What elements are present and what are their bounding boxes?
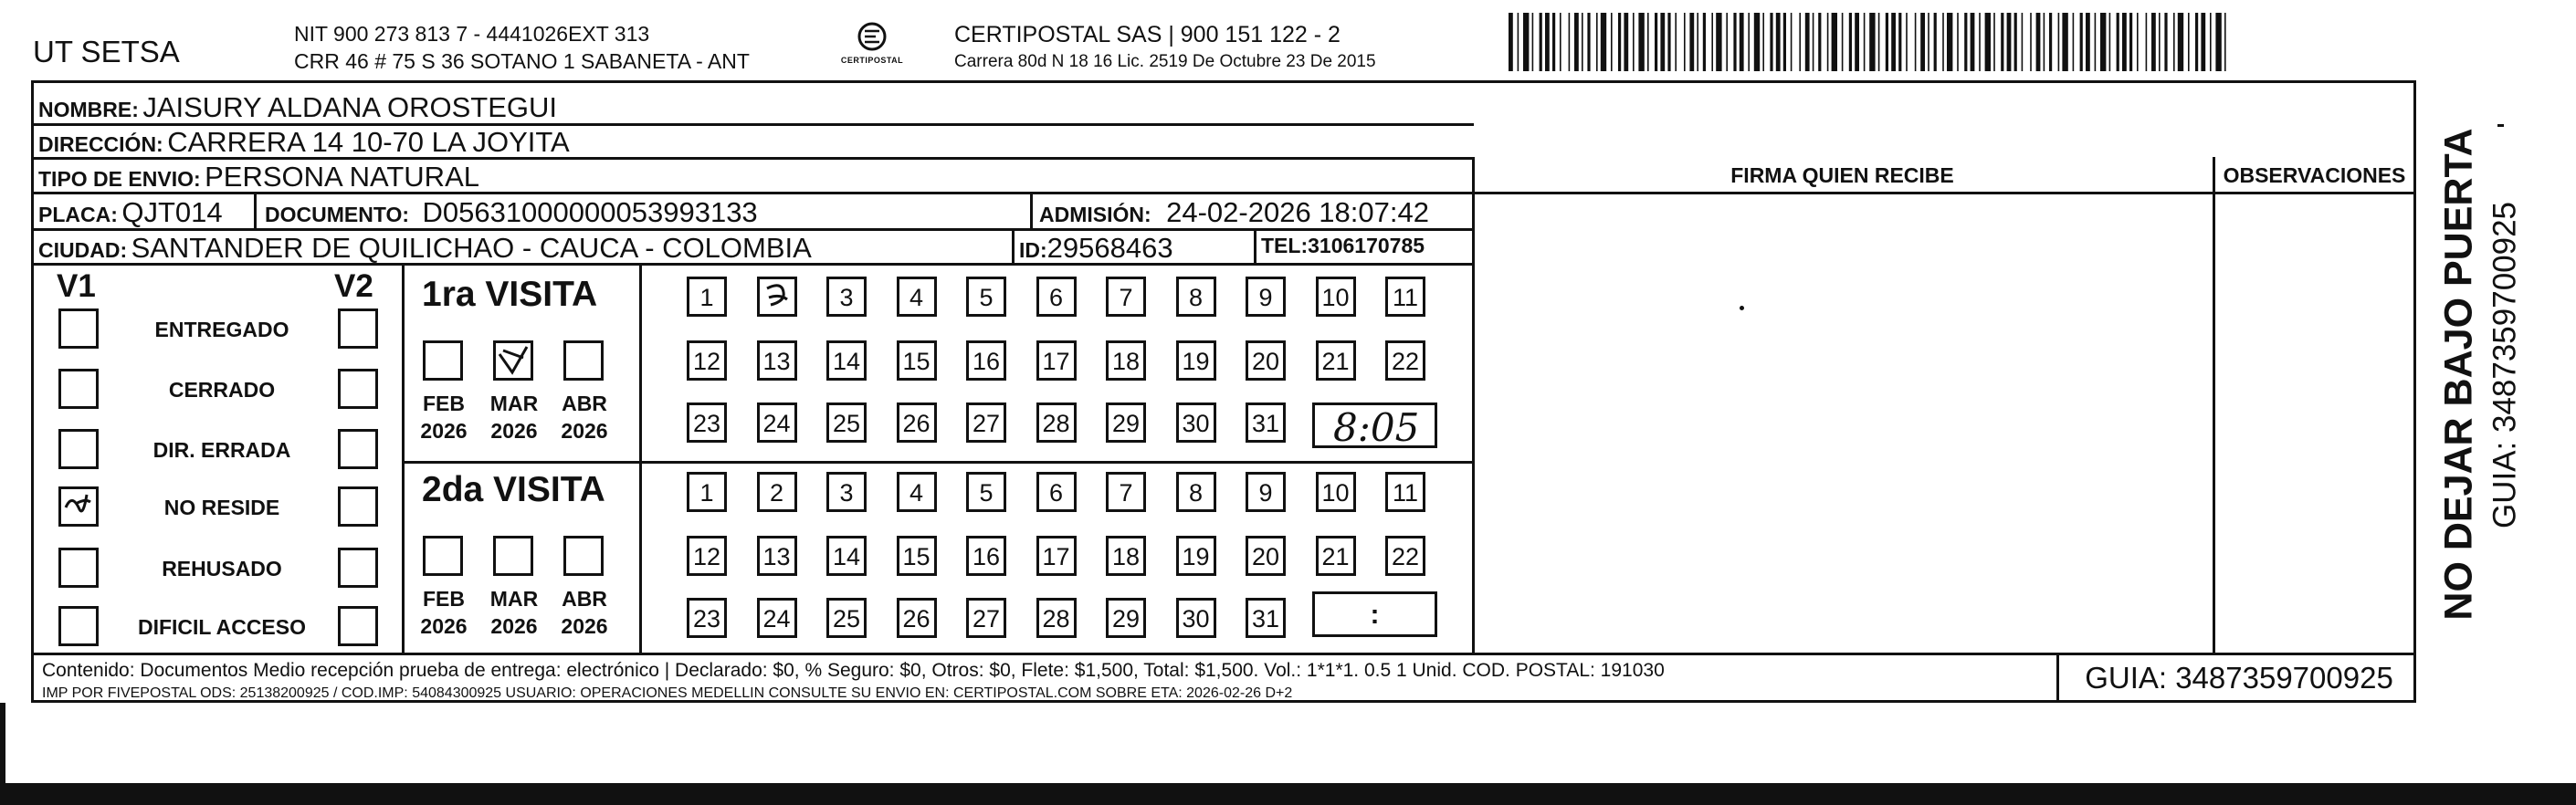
day-box[interactable]: 17 [1036, 536, 1077, 576]
day-box[interactable]: 19 [1176, 340, 1216, 381]
day-box[interactable]: 28 [1036, 402, 1077, 443]
day-box[interactable]: 20 [1246, 536, 1286, 576]
day-box[interactable]: 13 [757, 340, 797, 381]
day-box[interactable]: 24 [757, 598, 797, 638]
month-checkbox[interactable] [563, 340, 604, 381]
documento-label: DOCUMENTO: [265, 203, 410, 226]
month-year-label: 2026 [490, 419, 538, 443]
day-box[interactable]: 15 [897, 340, 937, 381]
v2-checkbox[interactable] [338, 369, 378, 409]
nit-line-2: CRR 46 # 75 S 36 SOTANO 1 SABANETA - ANT [294, 49, 750, 73]
day-box[interactable]: 16 [966, 340, 1006, 381]
month-year-label: 2026 [490, 614, 538, 638]
day-box[interactable]: 16 [966, 536, 1006, 576]
day-box[interactable]: 15 [897, 536, 937, 576]
tel-label: TEL: [1261, 234, 1309, 257]
tipo-envio-label: TIPO DE ENVIO: [38, 167, 201, 191]
day-box[interactable]: 7 [1106, 277, 1146, 317]
v2-checkbox[interactable] [338, 308, 378, 349]
month-label: FEB [423, 587, 465, 611]
second-visit-title: 2da VISITA [422, 470, 605, 509]
day-box[interactable]: 7 [1106, 472, 1146, 512]
placa-label: PLACA: [38, 203, 118, 226]
corner-dash [2497, 124, 2504, 127]
day-box[interactable]: 24 [757, 402, 797, 443]
day-box[interactable]: 25 [826, 598, 867, 638]
month-checkbox[interactable] [563, 536, 604, 576]
day-box[interactable]: 10 [1316, 472, 1356, 512]
placa-value: QJT014 [121, 196, 223, 228]
day-box[interactable]: 4 [897, 277, 937, 317]
v1-header: V1 [57, 268, 96, 304]
month-label: ABR [562, 392, 607, 415]
day-box[interactable]: 6 [1036, 277, 1077, 317]
day-box[interactable]: 9 [1246, 472, 1286, 512]
bottom-edge-band [0, 783, 2576, 805]
day-box[interactable]: 29 [1106, 598, 1146, 638]
day-box[interactable]: 12 [687, 340, 727, 381]
day-box[interactable]: 2 [757, 472, 797, 512]
day-box[interactable]: 17 [1036, 340, 1077, 381]
day-box[interactable]: 26 [897, 402, 937, 443]
day-box[interactable]: 14 [826, 536, 867, 576]
observaciones-column-header: OBSERVACIONES [2223, 163, 2406, 187]
first-visit-time-box[interactable] [1312, 402, 1437, 448]
handwritten-check-icon [496, 343, 531, 378]
certipostal-line-2: Carrera 80d N 18 16 Lic. 2519 De Octubre 23 De 2015 [954, 52, 1376, 71]
ciudad-label: CIUDAD: [38, 238, 128, 262]
day-box[interactable] [757, 277, 797, 317]
ciudad-value: SANTANDER DE QUILICHAO - CAUCA - COLOMBIA [131, 232, 812, 264]
day-box[interactable]: 26 [897, 598, 937, 638]
logo-text: CERTIPOSTAL [840, 56, 904, 65]
status-option-label: NO RESIDE [163, 496, 280, 519]
admision-value: 24-02-2026 18:07:42 [1166, 196, 1429, 228]
second-visit-time-box[interactable] [1312, 591, 1437, 637]
day-box[interactable]: 19 [1176, 536, 1216, 576]
nombre-label: NOMBRE: [38, 98, 139, 121]
status-option-label: ENTREGADO [154, 318, 289, 341]
month-checkbox[interactable] [493, 340, 533, 381]
firma-column-header: FIRMA QUIEN RECIBE [1730, 163, 1954, 187]
day-box[interactable]: 8 [1176, 472, 1216, 512]
status-option-label: DIR. ERRADA [152, 438, 291, 462]
month-checkbox[interactable] [423, 340, 463, 381]
status-option-label: CERRADO [168, 378, 276, 402]
month-checkbox[interactable] [423, 536, 463, 576]
day-box[interactable]: 1 [687, 277, 727, 317]
status-option-label: REHUSADO [162, 557, 282, 580]
month-label: MAR [489, 587, 539, 611]
v1-checkbox[interactable] [58, 606, 99, 646]
month-label: MAR [489, 392, 539, 415]
day-box[interactable]: 8 [1176, 277, 1216, 317]
v2-checkbox[interactable] [338, 429, 378, 469]
v1-checkbox[interactable] [58, 429, 99, 469]
month-year-label: 2026 [561, 614, 608, 638]
day-box[interactable]: 20 [1246, 340, 1286, 381]
day-box[interactable]: 13 [757, 536, 797, 576]
company-name: UT SETSA [33, 35, 180, 68]
day-box[interactable]: 10 [1316, 277, 1356, 317]
nit-line-1: NIT 900 273 813 7 - 4441026EXT 313 [294, 22, 650, 46]
day-box[interactable]: 27 [966, 402, 1006, 443]
second-visit-time-placeholder: : [1370, 600, 1380, 630]
side-warning: NO DEJAR BAJO PUERTA [2436, 128, 2481, 621]
tel-value: 3106170785 [1308, 234, 1425, 257]
v1-checkbox[interactable] [58, 308, 99, 349]
id-value: 29568463 [1046, 232, 1173, 264]
day-box[interactable]: 11 [1385, 277, 1425, 317]
month-year-label: 2026 [420, 614, 468, 638]
day-box[interactable]: 11 [1385, 472, 1425, 512]
day-box[interactable]: 4 [897, 472, 937, 512]
day-box[interactable]: 3 [826, 472, 867, 512]
tipo-envio-value: PERSONA NATURAL [205, 161, 479, 193]
handwritten-check-icon [61, 489, 96, 524]
day-box[interactable]: 3 [826, 277, 867, 317]
v1-checkbox[interactable] [58, 548, 99, 588]
status-option-label: DIFICIL ACCESO [137, 615, 306, 639]
certipostal-logo [826, 20, 918, 71]
v2-checkbox[interactable] [338, 606, 378, 646]
day-box[interactable]: 21 [1316, 536, 1356, 576]
id-label: ID: [1019, 238, 1047, 262]
direccion-label: DIRECCIÓN: [38, 132, 163, 156]
documento-value: D05631000000053993133 [422, 196, 758, 228]
barcode [1509, 9, 2239, 75]
day-box[interactable]: 31 [1246, 598, 1286, 638]
v1-checkbox[interactable] [58, 369, 99, 409]
day-box[interactable]: 14 [826, 340, 867, 381]
month-label: FEB [423, 392, 465, 415]
day-box[interactable]: 23 [687, 402, 727, 443]
v2-header: V2 [334, 268, 373, 304]
admision-label: ADMISIÓN: [1039, 203, 1151, 226]
day-box[interactable]: 22 [1385, 340, 1425, 381]
day-box[interactable]: 12 [687, 536, 727, 576]
month-label: ABR [562, 587, 607, 611]
day-box[interactable]: 18 [1106, 340, 1146, 381]
first-visit-title: 1ra VISITA [422, 275, 598, 314]
contenido-text: Contenido: Documentos Medio recepción prueba de entrega: electrónico | Declarado: $0, % Seguro: $0, Otros: $0, Flete: $1,500, Total: $1,500. Vol.: 1*1*1. 0.5 1 Unid. COD. POSTAL: 191030 [42, 660, 1665, 681]
direccion-value: CARRERA 14 10-70 LA JOYITA [167, 126, 570, 158]
signature-mark [1740, 306, 1744, 310]
day-box[interactable]: 29 [1106, 402, 1146, 443]
left-edge-band [0, 703, 5, 785]
day-box[interactable]: 9 [1246, 277, 1286, 317]
day-box[interactable]: 18 [1106, 536, 1146, 576]
day-box[interactable]: 28 [1036, 598, 1077, 638]
month-checkbox[interactable] [493, 536, 533, 576]
day-box[interactable]: 21 [1316, 340, 1356, 381]
day-box[interactable]: 31 [1246, 402, 1286, 443]
day-box[interactable]: 22 [1385, 536, 1425, 576]
day-box[interactable]: 6 [1036, 472, 1077, 512]
certipostal-line-1: CERTIPOSTAL SAS | 900 151 122 - 2 [954, 22, 1341, 47]
impresion-text: IMP POR FIVEPOSTAL ODS: 25138200925 / COD.IMP: 54084300925 USUARIO: OPERACIONES MEDELLIN CONSULTE SU ENVIO EN: CERTIPOSTAL.COM SOBRE ETA: 2026-02-26 D+2 [42, 685, 1293, 701]
day-box[interactable]: 5 [966, 472, 1006, 512]
month-year-label: 2026 [561, 419, 608, 443]
footer-guia: GUIA: 3487359700925 [2085, 661, 2393, 695]
month-year-label: 2026 [420, 419, 468, 443]
day-box[interactable]: 25 [826, 402, 867, 443]
day-box[interactable]: 1 [687, 472, 727, 512]
v2-checkbox[interactable] [338, 548, 378, 588]
day-box[interactable]: 30 [1176, 598, 1216, 638]
v2-checkbox[interactable] [338, 486, 378, 527]
side-guia: GUIA: 3487359700925 [2487, 201, 2523, 529]
v1-checkbox[interactable] [58, 486, 99, 527]
handwritten-scribble-icon [760, 279, 794, 314]
day-box[interactable]: 27 [966, 598, 1006, 638]
day-box[interactable]: 5 [966, 277, 1006, 317]
nombre-value: JAISURY ALDANA OROSTEGUI [142, 91, 558, 123]
day-box[interactable]: 30 [1176, 402, 1216, 443]
day-box[interactable]: 23 [687, 598, 727, 638]
first-visit-time-handwritten: 8:05 [1333, 405, 1420, 450]
